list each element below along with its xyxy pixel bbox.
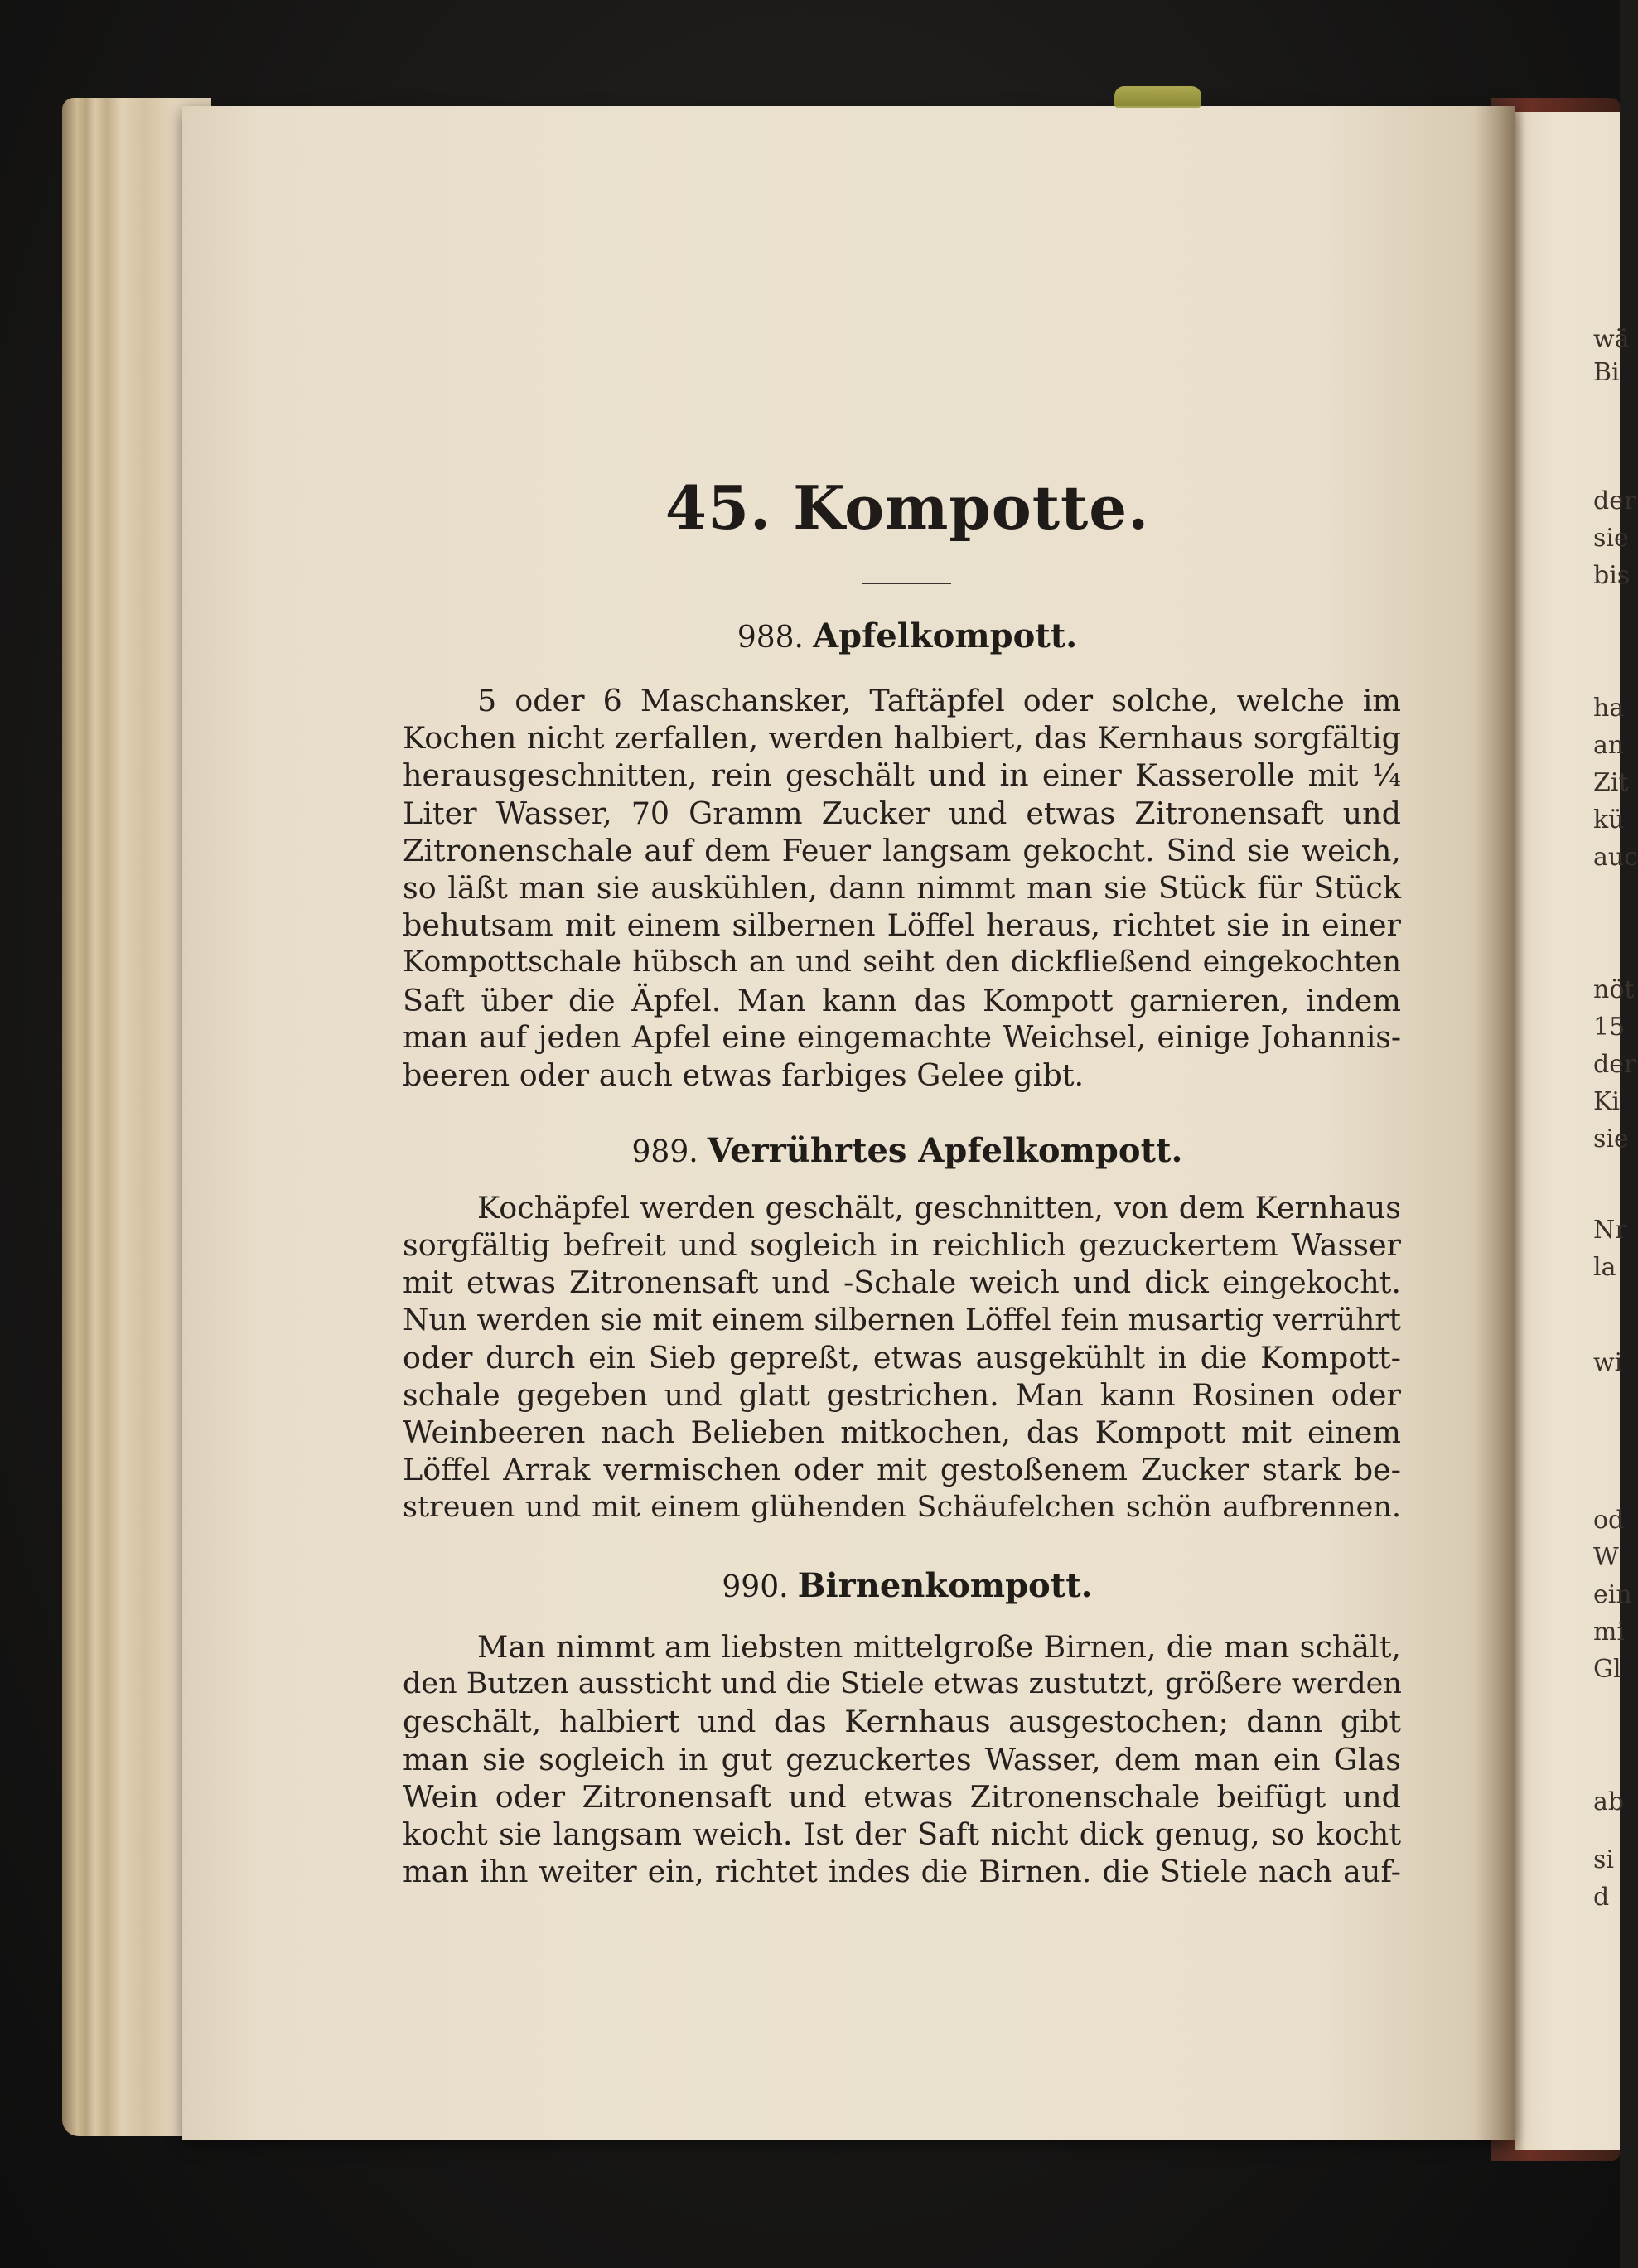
text-line: herausgeschnitten, rein geschält und in einer Kasserolle mit ¼ xyxy=(403,757,1401,794)
recipe-heading xyxy=(580,1566,1235,1605)
facing-page-fragment: d xyxy=(1593,1883,1610,1912)
facing-page-fragment: la xyxy=(1593,1253,1616,1282)
text-line: Kompottschale hübsch an und seiht den dickfließend eingekochten xyxy=(403,945,1401,979)
facing-page-fragment: Bi xyxy=(1593,358,1620,387)
text-line: Löffel Arrak vermischen oder mit gestoßenem Zucker stark be- xyxy=(403,1452,1401,1488)
recipe-name: Apfelkompott. xyxy=(813,617,1078,655)
text-line: geschält, halbiert und das Kernhaus ausgestochen; dann gibt xyxy=(403,1704,1401,1740)
text-line: behutsam mit einem silbernen Löffel heraus, richtet sie in einer xyxy=(403,907,1401,944)
facing-page-fragment: Ki xyxy=(1593,1087,1621,1116)
facing-page-fragment: bis xyxy=(1593,561,1631,590)
text-line: Wein oder Zitronensaft und etwas Zitronenschale beifügt und xyxy=(403,1778,1401,1815)
facing-page-fragment: der xyxy=(1593,486,1636,515)
text-line: Zitronenschale auf dem Feuer langsam gekocht. Sind sie weich, xyxy=(403,832,1401,868)
facing-page-fragment: Gl xyxy=(1593,1655,1621,1684)
bookmark-ribbon xyxy=(1114,86,1201,108)
text-line: so läßt man sie auskühlen, dann nimmt man sie Stück für Stück xyxy=(403,869,1401,906)
recipe-text xyxy=(403,682,1401,1094)
facing-page-fragment: sie xyxy=(1593,524,1629,553)
facing-page-fragment: an xyxy=(1593,731,1625,760)
recipe-text xyxy=(403,1189,1401,1526)
facing-page-fragment: od xyxy=(1593,1506,1625,1535)
text-line: mit etwas Zitronensaft und -Schale weich und dick eingekocht. xyxy=(403,1265,1401,1301)
recipe-number: 990. xyxy=(722,1570,789,1604)
text-line: sorgfältig befreit und sogleich in reichlich gezuckertem Wasser xyxy=(403,1227,1401,1264)
facing-page-fragment: Zit xyxy=(1593,768,1629,797)
facing-page-fragment: si xyxy=(1593,1845,1614,1874)
text-line: man sie sogleich in gut gezuckertes Wasser, dem man ein Glas xyxy=(403,1741,1401,1777)
text-line: den Butzen aussticht und die Stiele etwas zustutzt, größere werden xyxy=(403,1667,1402,1701)
facing-page-fragment: nöt xyxy=(1593,975,1635,1004)
facing-page-fragment: W xyxy=(1593,1543,1619,1572)
facing-page-fragment: ha xyxy=(1593,694,1625,723)
text-line: Kochen nicht zerfallen, werden halbiert, das Kernhaus sorgfältig xyxy=(403,720,1401,757)
text-line: Liter Wasser, 70 Gramm Zucker und etwas Zitronensaft und xyxy=(403,795,1401,831)
facing-page-fragment: kü xyxy=(1593,805,1625,834)
recipe-name: Verrührtes Apfelkompott. xyxy=(707,1131,1183,1170)
facing-page-fragment: auc xyxy=(1593,843,1638,872)
facing-page-fragment: sie xyxy=(1593,1124,1629,1153)
text-line: schale gegeben und glatt gestrichen. Man kann Rosinen oder xyxy=(403,1376,1401,1413)
title-divider xyxy=(862,583,951,584)
facing-page-fragment: Nr xyxy=(1593,1216,1627,1245)
text-line: streuen und mit einem glühenden Schäufelchen schön aufbrennen. xyxy=(403,1490,1401,1524)
recipe-name: Birnenkompott. xyxy=(797,1566,1093,1605)
text-line: man ihn weiter ein, richtet indes die Birnen. die Stiele nach auf- xyxy=(403,1854,1401,1890)
facing-page xyxy=(1515,112,1638,2150)
chapter-title: 45. Kompotte. xyxy=(664,472,1150,543)
facing-page-fragment: wi xyxy=(1593,1348,1623,1377)
facing-page-fragment: der xyxy=(1593,1050,1636,1079)
recipe-number: 989. xyxy=(631,1135,698,1169)
text-line: beeren oder auch etwas farbiges Gelee gibt. xyxy=(403,1057,1085,1093)
text-line: Saft über die Äpfel. Man kann das Kompott garnieren, indem xyxy=(403,982,1401,1018)
text-line: man auf jeden Apfel eine eingemachte Weichsel, einige Johannis- xyxy=(403,1020,1401,1055)
recipe-number: 988. xyxy=(737,621,804,655)
facing-page-fragment: mi xyxy=(1593,1618,1626,1647)
text-line: 5 oder 6 Maschansker, Taftäpfel oder solche, welche im xyxy=(477,683,1401,718)
facing-page-fragment: ab xyxy=(1593,1787,1625,1816)
text-line: Nun werden sie mit einem silbernen Löffel fein musartig verrührt xyxy=(403,1303,1401,1337)
page-gutter-shadow xyxy=(1475,106,1515,2140)
text-line: Man nimmt am liebsten mittelgroße Birnen, die man schält, xyxy=(477,1629,1401,1665)
text-line: Weinbeeren nach Belieben mitkochen, das Kompott mit einem xyxy=(403,1414,1401,1451)
text-line: Kochäpfel werden geschält, geschnitten, von dem Kernhaus xyxy=(477,1190,1401,1226)
facing-page-fragment: ein xyxy=(1593,1580,1632,1609)
recipe-text xyxy=(403,1628,1401,1890)
text-line: oder durch ein Sieb gepreßt, etwas ausgekühlt in die Kompott- xyxy=(403,1339,1401,1376)
facing-page-fragment: wä xyxy=(1593,325,1630,354)
facing-page-fragment: 15 xyxy=(1593,1013,1626,1042)
recipe-heading xyxy=(580,1131,1235,1170)
recipe-heading xyxy=(580,617,1235,655)
text-line: kocht sie langsam weich. Ist der Saft nicht dick genug, so kocht xyxy=(403,1816,1401,1852)
